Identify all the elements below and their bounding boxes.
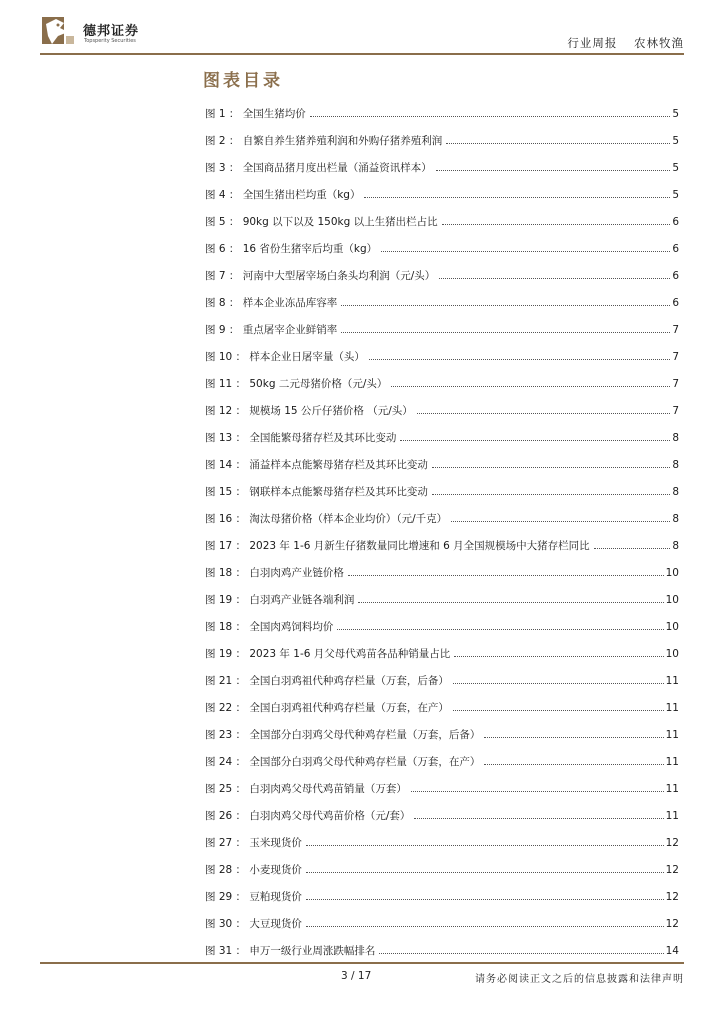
toc-entry[interactable] xyxy=(205,748,679,775)
footer-disclaimer: 请务必阅读正文之后的信息披露和法律声明 xyxy=(475,974,684,985)
toc-entry-page: 8 xyxy=(672,539,679,552)
toc-entry-page: 5 xyxy=(672,188,679,201)
toc-leader-dots xyxy=(484,737,663,738)
toc-leader-dots xyxy=(417,413,671,414)
toc-entry-page: 8 xyxy=(672,458,679,471)
toc-leader-dots xyxy=(337,629,663,630)
toc-leader-dots xyxy=(306,872,664,873)
toc-entry-label: 图 4 ： 全国生猪出栏均重（kg） xyxy=(205,189,361,201)
toc-entry-page: 8 xyxy=(672,512,679,525)
toc-entry-page: 6 xyxy=(672,242,679,255)
page-number: 3 / 17 xyxy=(341,970,372,982)
toc-entry-label: 图 12 ： 规模场 15 公斤仔猪价格 （元/头） xyxy=(205,405,413,417)
toc-leader-dots xyxy=(306,926,664,927)
brand-logo-icon xyxy=(40,14,78,48)
toc-entry-page: 7 xyxy=(672,404,679,417)
toc-entry-page: 7 xyxy=(672,377,679,390)
toc-entry-page: 12 xyxy=(665,863,679,876)
toc-entry-page: 5 xyxy=(672,107,679,120)
toc-leader-dots xyxy=(310,116,671,117)
toc-leader-dots xyxy=(358,602,663,603)
toc-leader-dots xyxy=(369,359,670,360)
toc-entry[interactable] xyxy=(205,154,679,181)
toc-entry-page: 11 xyxy=(665,755,679,768)
toc-entry[interactable] xyxy=(205,775,679,802)
toc-leader-dots xyxy=(348,575,664,576)
toc-entry-page: 8 xyxy=(672,485,679,498)
toc-entry-label: 图 23 ： 全国部分白羽鸡父母代种鸡存栏量（万套，后备） xyxy=(205,729,481,741)
toc-leader-dots xyxy=(306,845,664,846)
toc-entry[interactable] xyxy=(205,370,679,397)
toc-entry[interactable] xyxy=(205,100,679,127)
toc-entry-label: 图 18 ： 全国肉鸡饲料均价 xyxy=(205,621,334,633)
toc-entry[interactable] xyxy=(205,667,679,694)
toc-entry-label: 图 7 ： 河南中大型屠宰场白条头均利润（元/头） xyxy=(205,270,436,282)
toc-entry-label: 图 17 ： 2023 年 1-6 月新生仔猪数量同比增速和 6 月全国规模场中大猪存栏同比 xyxy=(205,540,590,552)
toc-leader-dots xyxy=(454,656,663,657)
toc-entry[interactable] xyxy=(205,478,679,505)
header-report-info xyxy=(555,35,684,51)
toc-entry-label: 图 9 ： 重点屠宰企业鲜销率 xyxy=(205,324,338,336)
toc-entry[interactable] xyxy=(205,559,679,586)
toc-entry-label: 图 16 ： 淘汰母猪价格（样本企业均价）（元/千克） xyxy=(205,513,448,525)
toc-entry[interactable] xyxy=(205,613,679,640)
report-sector: 农林牧渔 xyxy=(634,36,684,50)
toc-entry[interactable] xyxy=(205,262,679,289)
toc-leader-dots xyxy=(341,305,670,306)
toc-entry[interactable] xyxy=(205,316,679,343)
toc-entry-label: 图 19 ： 2023 年 1-6 月父母代鸡苗各品种销量占比 xyxy=(205,648,451,660)
toc-leader-dots xyxy=(442,224,671,225)
toc-entry[interactable] xyxy=(205,937,679,964)
toc-entry-page: 6 xyxy=(672,296,679,309)
toc-entry-page: 11 xyxy=(665,728,679,741)
toc-leader-dots xyxy=(453,710,664,711)
toc-entry-label: 图 10 ： 样本企业日屠宰量（头） xyxy=(205,351,365,363)
toc-entry-label: 图 19 ： 白羽鸡产业链各端利润 xyxy=(205,594,355,606)
toc-entry-page: 10 xyxy=(665,593,679,606)
toc-entry[interactable] xyxy=(205,424,679,451)
toc-entry-label: 图 14 ： 涌益样本点能繁母猪存栏及其环比变动 xyxy=(205,459,428,471)
toc-leader-dots xyxy=(451,521,670,522)
toc-entry-page: 8 xyxy=(672,431,679,444)
toc-entry-label: 图 13 ： 全国能繁母猪存栏及其环比变动 xyxy=(205,432,397,444)
toc-entry-page: 6 xyxy=(672,215,679,228)
toc-leader-dots xyxy=(400,440,670,441)
toc-entry-label: 图 11 ： 50kg 二元母猪价格（元/头） xyxy=(205,378,388,390)
toc-entry[interactable] xyxy=(205,532,679,559)
toc-entry[interactable] xyxy=(205,883,679,910)
toc-entry-label: 图 28 ： 小麦现货价 xyxy=(205,864,302,876)
toc-entry[interactable] xyxy=(205,397,679,424)
toc-entry-page: 6 xyxy=(672,269,679,282)
report-type: 行业周报 xyxy=(567,36,618,50)
toc-leader-dots xyxy=(432,467,670,468)
toc-entry-page: 10 xyxy=(665,647,679,660)
page-header xyxy=(0,0,724,60)
brand-logo xyxy=(40,14,190,54)
toc-entry[interactable] xyxy=(205,127,679,154)
toc-entry[interactable] xyxy=(205,235,679,262)
toc-entry[interactable] xyxy=(205,721,679,748)
toc-entry[interactable] xyxy=(205,856,679,883)
toc-entry-page: 12 xyxy=(665,890,679,903)
toc-entry[interactable] xyxy=(205,910,679,937)
toc-entry[interactable] xyxy=(205,829,679,856)
toc-entry-page: 7 xyxy=(672,323,679,336)
toc-entry-label: 图 24 ： 全国部分白羽鸡父母代种鸡存栏量（万套，在产） xyxy=(205,756,481,768)
toc-entry[interactable] xyxy=(205,694,679,721)
toc-entry-page: 5 xyxy=(672,134,679,147)
toc-leader-dots xyxy=(484,764,663,765)
toc-entry-page: 5 xyxy=(672,161,679,174)
toc-entry-label: 图 31 ： 申万一级行业周涨跌幅排名 xyxy=(205,945,376,957)
toc-entry-page: 10 xyxy=(665,566,679,579)
figure-toc-list xyxy=(205,100,679,964)
toc-entry-page: 11 xyxy=(665,674,679,687)
toc-leader-dots xyxy=(364,197,670,198)
toc-entry-page: 11 xyxy=(665,782,679,795)
toc-leader-dots xyxy=(436,170,671,171)
toc-entry[interactable] xyxy=(205,208,679,235)
toc-entry[interactable] xyxy=(205,289,679,316)
toc-leader-dots xyxy=(341,332,670,333)
toc-entry-label: 图 3 ： 全国商品猪月度出栏量（涌益资讯样本） xyxy=(205,162,432,174)
toc-entry-label: 图 6 ： 16 省份生猪宰后均重（kg） xyxy=(205,243,378,255)
toc-entry[interactable] xyxy=(205,181,679,208)
toc-entry-page: 11 xyxy=(665,701,679,714)
footer-divider xyxy=(40,962,684,964)
brand-name-en: Topsperity Securities xyxy=(84,38,136,44)
toc-entry-page: 12 xyxy=(665,917,679,930)
toc-entry-page: 10 xyxy=(665,620,679,633)
toc-entry-page: 11 xyxy=(665,809,679,822)
toc-entry-label: 图 18 ： 白羽肉鸡产业链价格 xyxy=(205,567,344,579)
toc-leader-dots xyxy=(446,143,670,144)
toc-leader-dots xyxy=(414,818,663,819)
toc-entry[interactable] xyxy=(205,586,679,613)
toc-entry[interactable] xyxy=(205,343,679,370)
toc-leader-dots xyxy=(432,494,670,495)
toc-leader-dots xyxy=(439,278,670,279)
toc-entry-label: 图 25 ： 白羽肉鸡父母代鸡苗销量（万套） xyxy=(205,783,407,795)
toc-entry-page: 14 xyxy=(665,944,679,957)
header-divider xyxy=(40,53,684,55)
toc-leader-dots xyxy=(379,953,663,954)
toc-entry[interactable] xyxy=(205,802,679,829)
toc-entry-page: 12 xyxy=(665,836,679,849)
toc-entry[interactable] xyxy=(205,640,679,667)
toc-entry-label: 图 22 ： 全国白羽鸡祖代种鸡存栏量（万套，在产） xyxy=(205,702,449,714)
toc-entry-label: 图 15 ： 钢联样本点能繁母猪存栏及其环比变动 xyxy=(205,486,428,498)
toc-leader-dots xyxy=(381,251,670,252)
toc-entry-label: 图 30 ： 大豆现货价 xyxy=(205,918,302,930)
toc-entry-label: 图 21 ： 全国白羽鸡祖代种鸡存栏量（万套，后备） xyxy=(205,675,449,687)
toc-entry[interactable] xyxy=(205,505,679,532)
toc-entry[interactable] xyxy=(205,451,679,478)
brand-name-cn: 德邦证券 xyxy=(83,24,140,39)
toc-leader-dots xyxy=(453,683,664,684)
toc-entry-page: 7 xyxy=(672,350,679,363)
toc-entry-label: 图 5 ： 90kg 以下以及 150kg 以上生猪出栏占比 xyxy=(205,216,438,228)
toc-entry-label: 图 1 ： 全国生猪均价 xyxy=(205,108,306,120)
toc-entry-label: 图 27 ： 玉米现货价 xyxy=(205,837,302,849)
toc-entry-label: 图 26 ： 白羽肉鸡父母代鸡苗价格（元/套） xyxy=(205,810,411,822)
toc-entry-label: 图 8 ： 样本企业冻品库容率 xyxy=(205,297,338,309)
toc-leader-dots xyxy=(306,899,664,900)
toc-leader-dots xyxy=(411,791,664,792)
toc-leader-dots xyxy=(391,386,670,387)
toc-entry-label: 图 29 ： 豆粕现货价 xyxy=(205,891,302,903)
toc-entry-label: 图 2 ： 自繁自养生猪养殖利润和外购仔猪养殖利润 xyxy=(205,135,443,147)
page-title: 图表目录 xyxy=(203,71,283,91)
toc-leader-dots xyxy=(594,548,671,549)
